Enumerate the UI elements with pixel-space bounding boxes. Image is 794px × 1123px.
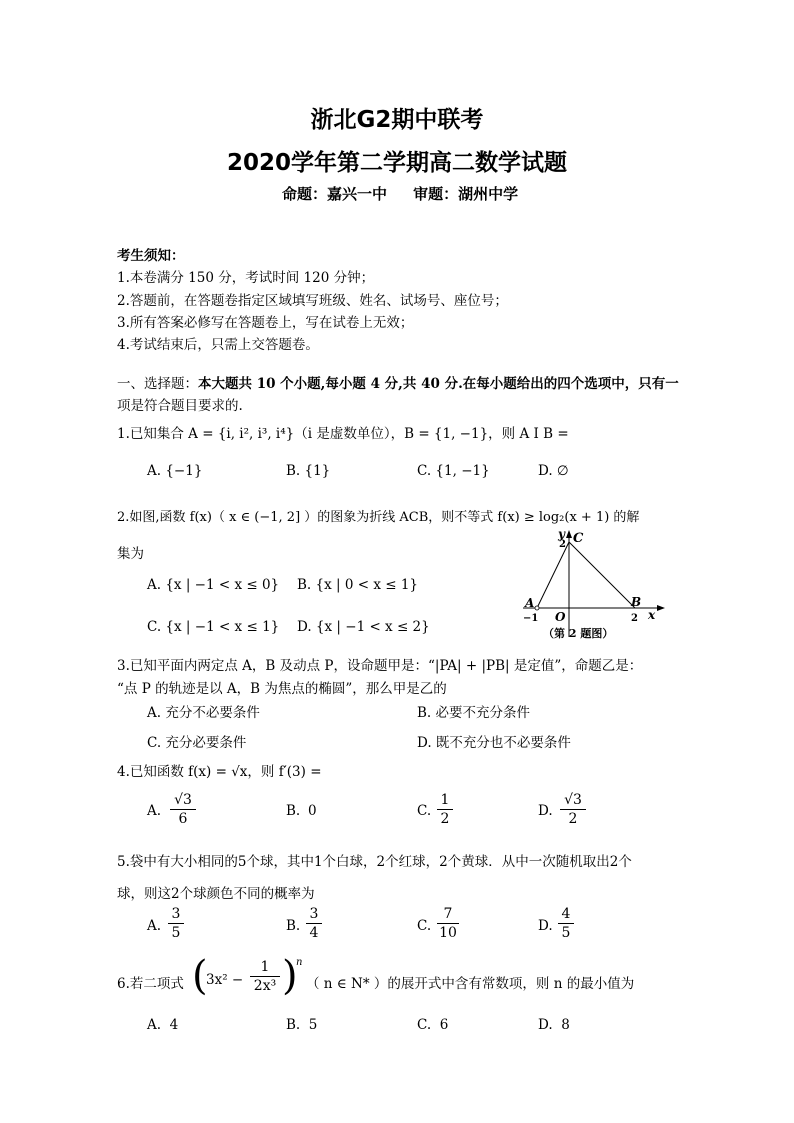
question-6-option-b: B. 5: [286, 1017, 318, 1033]
fraction-denominator: 2: [440, 811, 450, 827]
point-label-A: A: [525, 596, 535, 610]
question-1-option-b: B. {1}: [286, 463, 331, 479]
question-3-option-d: D. 既不充分也不必要条件: [417, 735, 571, 751]
fraction-denominator: 2x³: [253, 978, 277, 994]
fraction-numerator: 1: [260, 959, 270, 975]
origin-label: O: [555, 610, 566, 624]
y-axis-arrow: [566, 530, 572, 538]
question-2-option-b: B. {x | 0 < x ≤ 1}: [297, 577, 419, 593]
question-1-option-c: C. {1, −1}: [417, 463, 490, 479]
question-4-option-d-label: D.: [538, 803, 553, 819]
question-5-option-d-label: D.: [538, 918, 553, 934]
exam-subtitle: 命题：嘉兴一中 审题：湖州中学: [282, 185, 519, 203]
point-label-B: B: [631, 595, 642, 609]
question-4-option-a-label: A.: [147, 803, 162, 819]
question-5-option-b-label: B.: [286, 918, 301, 934]
expression-main: 3x² −: [206, 972, 244, 988]
notice-heading: 考生须知：: [117, 248, 185, 264]
notice-item: 2.答题前，在答题卷指定区域填写班级、姓名、试场号、座位号；: [117, 293, 508, 309]
question-6-stem-prefix: 6.若二项式: [117, 976, 184, 992]
segment-AC: [537, 542, 569, 608]
question-2-option-c: C. {x | −1 < x ≤ 1}: [147, 619, 280, 635]
question-5-option-b-fraction: [306, 906, 322, 941]
section-heading: [117, 372, 679, 392]
fraction-denominator: 5: [171, 925, 181, 941]
question-4-option-c-fraction: [437, 792, 453, 827]
question-1-option-d: D. ∅: [538, 463, 569, 479]
fraction-numerator: 3: [309, 906, 319, 922]
question-6-option-c: C. 6: [417, 1017, 449, 1033]
point-A-open: [535, 606, 539, 610]
fraction-numerator: 1: [440, 792, 450, 808]
question-3-option-a: A. 充分不必要条件: [147, 705, 260, 721]
question-6-option-d: D. 8: [538, 1017, 570, 1033]
section-description: 本大题共 10 个小题,每小题 4 分,共 40 分.在每小题给出的四个选项中，只有一: [198, 376, 679, 392]
fraction-numerator: 4: [561, 906, 571, 922]
exam-title-line1: 浙北G2期中联考: [310, 107, 484, 133]
question-2-figure: [515, 525, 675, 641]
point-label-C: C: [573, 531, 584, 546]
question-2-option-d: D. {x | −1 < x ≤ 2}: [297, 619, 430, 635]
fraction-denominator: 10: [439, 925, 457, 941]
tick-label-x-2: 2: [631, 613, 638, 624]
question-3-stem-cont: “点 P 的轨迹是以 A，B 为焦点的椭圆”，那么甲是乙的: [117, 681, 447, 697]
section-label: 一、选择题：: [117, 376, 198, 392]
question-5-option-c-fraction: [437, 906, 459, 941]
notice-item: 1.本卷满分 150 分，考试时间 120 分钟；: [117, 270, 375, 286]
question-5-stem-cont: 球，则这2个球颜色不同的概率为: [117, 886, 315, 902]
axis-label-y: y: [558, 527, 565, 541]
question-2-option-a: A. {x | −1 < x ≤ 0}: [147, 577, 280, 593]
fraction-denominator: 4: [309, 925, 319, 941]
right-paren: ): [282, 953, 298, 999]
section-heading-cont: 项是符合题目要求的.: [117, 398, 243, 414]
question-4-option-d-fraction: [560, 792, 586, 827]
question-5-option-a-fraction: [168, 906, 184, 941]
exponent: n: [296, 957, 303, 968]
question-6-stem-suffix: （ n ∈ N* ）的展开式中含有常数项，则 n 的最小值为: [306, 976, 635, 992]
question-4-option-b-label: B.: [286, 803, 301, 819]
question-5-option-c-label: C.: [417, 918, 432, 934]
notice-item: 3.所有答案必修写在答题卷上，写在试卷上无效；: [117, 315, 414, 331]
question-4-option-c-label: C.: [417, 803, 432, 819]
figure-caption: （第 2 题图）: [543, 627, 614, 640]
axis-label-x: x: [648, 608, 656, 622]
question-4-option-b-value: 0: [308, 803, 317, 819]
exam-title-line2: 2020学年第二学期高二数学试题: [226, 150, 567, 176]
notice-item: 4.考试结束后，只需上交答题卷。: [117, 337, 319, 353]
left-paren: (: [192, 953, 208, 999]
fraction-denominator: 6: [178, 811, 188, 827]
question-2-stem-cont: 集为: [117, 546, 144, 562]
fraction-denominator: 2: [568, 811, 578, 827]
fraction-denominator: 5: [561, 925, 571, 941]
question-3-option-c: C. 充分必要条件: [147, 735, 247, 751]
fraction-numerator: 7: [443, 906, 453, 922]
question-5-stem: 5.袋中有大小相同的5个球，其中1个白球，2个红球，2个黄球．从中一次随机取出2个: [117, 854, 632, 870]
question-6-option-a: A. 4: [147, 1017, 179, 1033]
question-4-option-a-fraction: [170, 792, 196, 827]
question-3-option-b: B. 必要不充分条件: [417, 705, 531, 721]
question-4-stem: 4.已知函数 f(x) = √x，则 f′(3) =: [117, 764, 322, 780]
tick-label-x-neg1: −1: [523, 613, 539, 624]
question-1-option-a: A. {−1}: [147, 463, 203, 479]
x-axis-arrow: [657, 605, 665, 611]
question-1-stem: 1.已知集合 A = {i, i², i³, i⁴}（i 是虚数单位），B = {1, −1}，则 A I B =: [117, 426, 569, 442]
question-2-stem: 2.如图,函数 f(x)（ x ∈ (−1, 2] ）的图象为折线 ACB，则不等式 f(x) ≥ log₂(x + 1) 的解: [117, 510, 640, 525]
tick-label-y-2: 2: [559, 539, 566, 550]
expression-fraction: [250, 959, 280, 994]
fraction-numerator: √3: [174, 792, 192, 808]
segment-CB: [569, 542, 635, 608]
fraction-numerator: √3: [564, 792, 582, 808]
fraction-numerator: 3: [171, 906, 181, 922]
question-5-option-a-label: A.: [147, 918, 162, 934]
question-5-option-d-fraction: [558, 906, 574, 941]
question-3-stem: 3.已知平面内两定点 A，B 及动点 P，设命题甲是：“|PA| + |PB| 是定值”，命题乙是：: [117, 658, 643, 674]
